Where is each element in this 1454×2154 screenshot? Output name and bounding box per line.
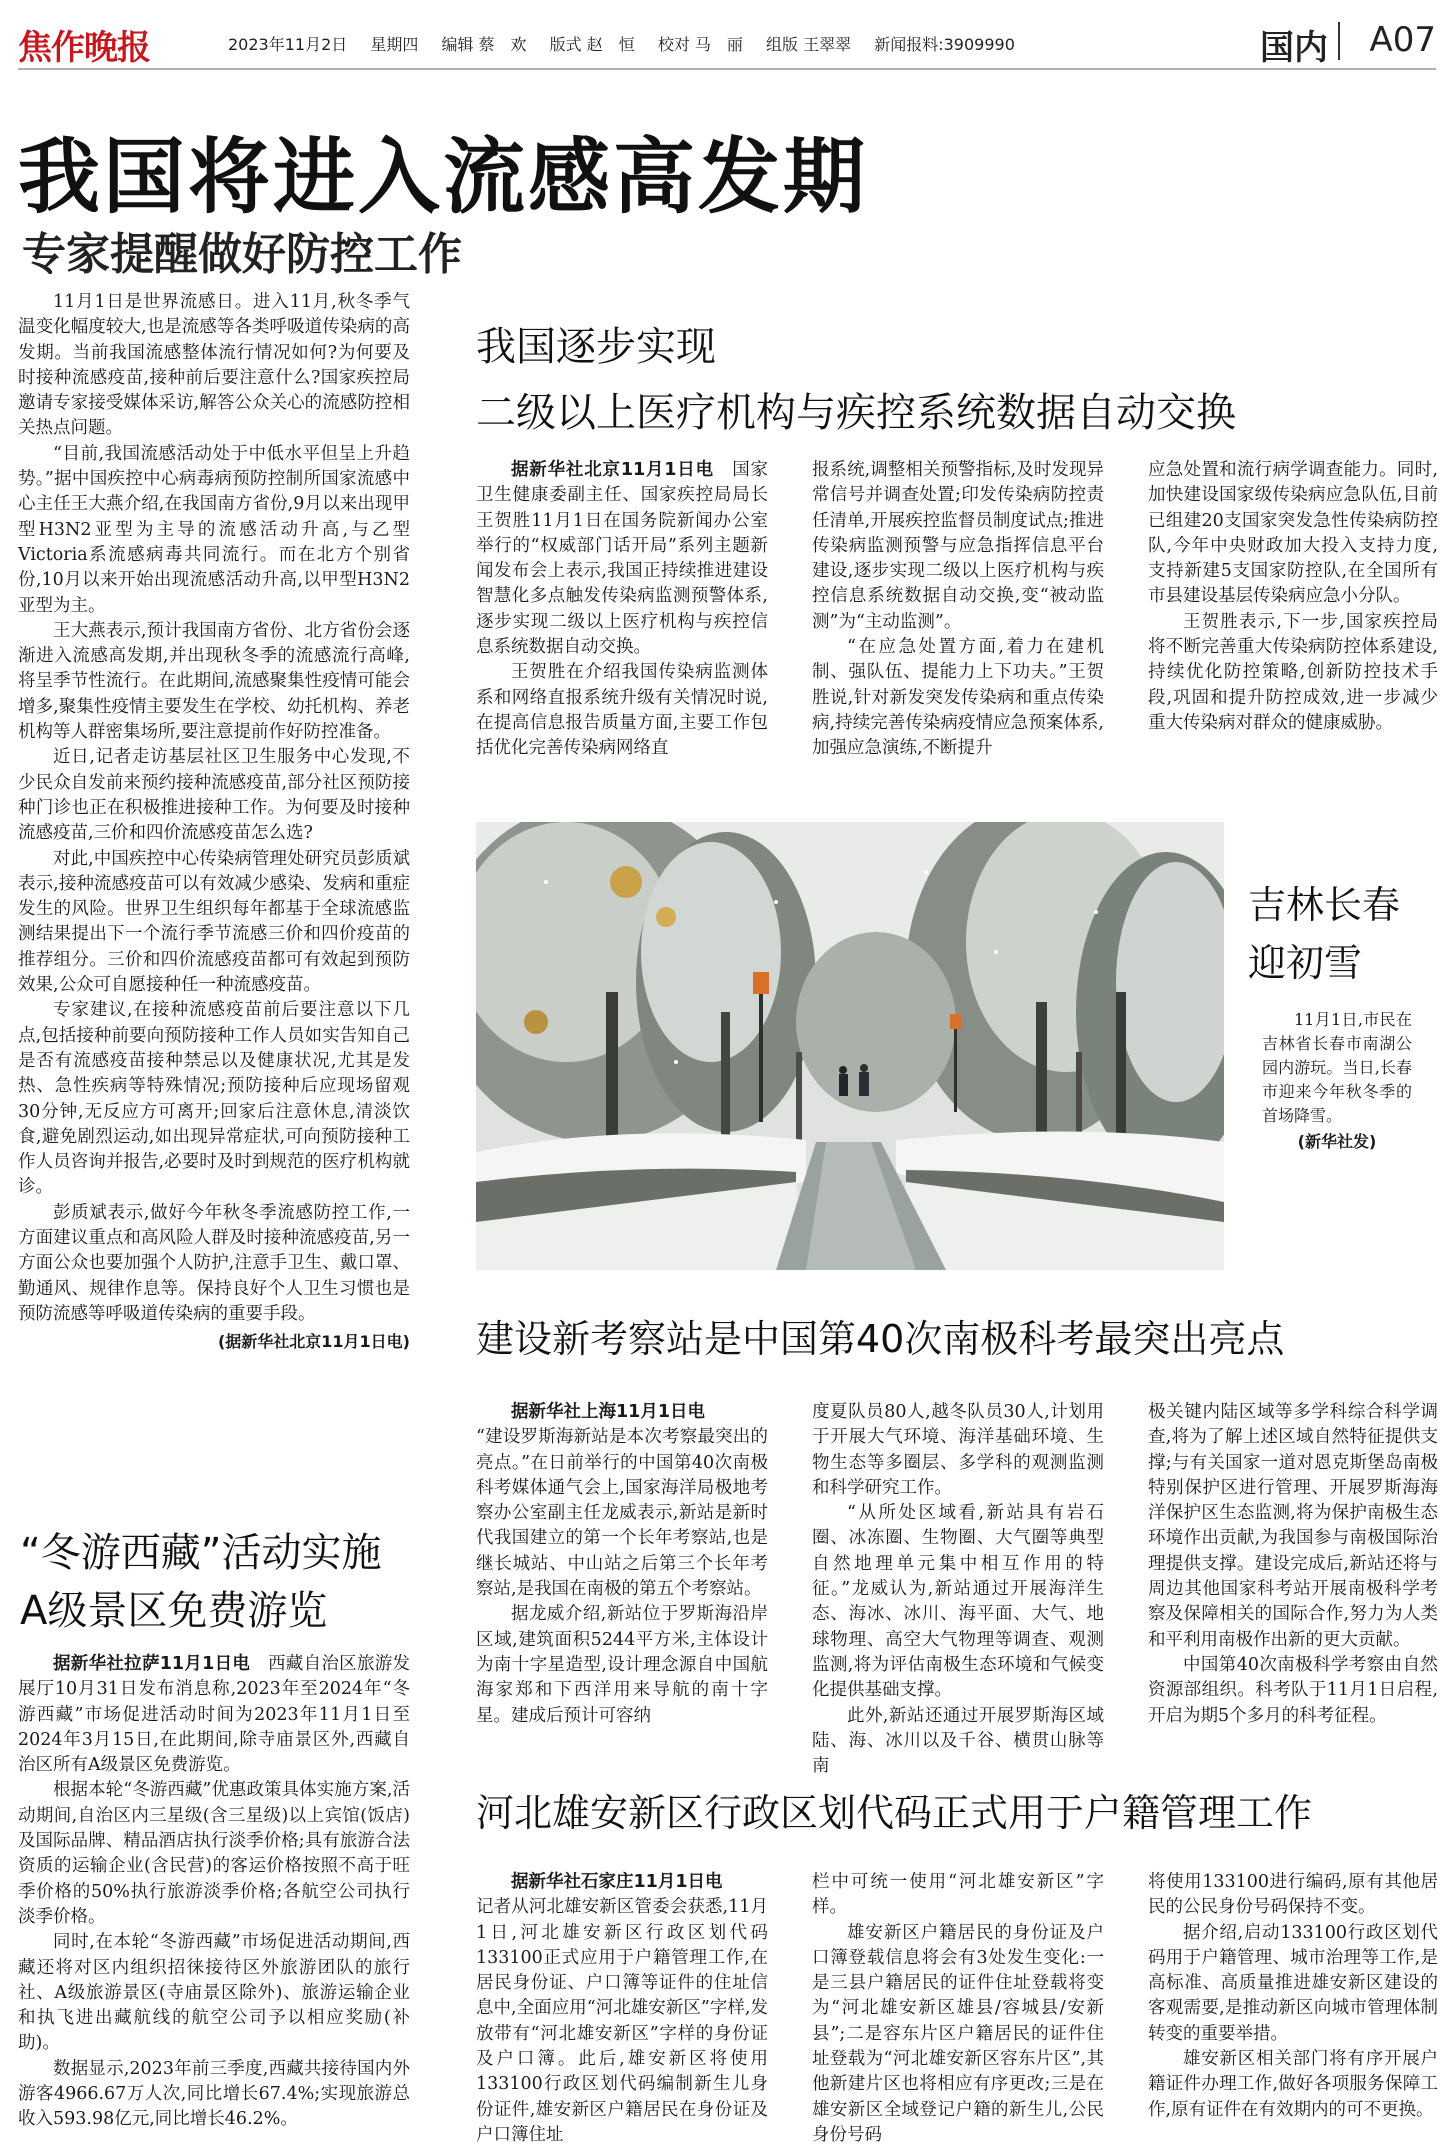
data-exchange-headline [476, 314, 1236, 446]
data-exchange-col-3 [1148, 458, 1438, 736]
article-paragraph: 根据本轮“冬游西藏”优惠政策具体实施方案,活动期间,自治区内三星级(含三星级)以上宾馆(饭店)及国际品牌、精品酒店执行淡季价格;具有旅游合法资质的运输企业(含民营)的客运价格按照不高于旺季价格的50%执行旅游淡季价格;各航空公司执行淡季价格。 [18, 1780, 410, 1927]
article-dateline: 据新华社拉萨11月1日电 [53, 1654, 251, 1674]
masthead [18, 18, 1436, 68]
article-paragraph: 11月1日是世界流感日。进入11月,秋冬季气温变化幅度较大,也是流感等各类呼吸道传染病的高发期。当前我国流感整体流行情况如何?为何要及时接种流感疫苗,接种前后要注意什么?国家疾控局邀请专家接受媒体采访,解答公众关心的流感防控相关热点问题。 [18, 292, 410, 439]
main-subheadline: 专家提醒做好防控工作 [22, 229, 462, 280]
antarctic-headline: 建设新考察站是中国第40次南极科考最突出亮点 [476, 1317, 1285, 1361]
photo-caption-text: 11月1日,市民在吉林省长春市南湖公园内游玩。当日,长春市迎来今年秋冬季的首场降雪。 [1262, 1010, 1412, 1125]
article-paragraph: 王大燕表示,预计我国南方省份、北方省份会逐渐进入流感高发期,并出现秋冬季的流感流行高峰,将呈季节性流行。在此期间,流感聚集性疫情可能会增多,聚集性疫情主要发生在学校、幼托机构、养老机构等人群密集场所,要注意提前作好防控准备。 [18, 620, 410, 743]
xiongan-col-2 [812, 1870, 1104, 2148]
article-paragraph: 极关键内陆区域等多学科综合科学调查,将为了解上述区域自然特征提供支撑;与有关国家一道对恩克斯堡岛南极特别保护区进行管理、开展罗斯海海洋保护区生态监测,将为保护南极生态环境作出贡献,为我国参与南极国际治理提供支撑。建设完成后,新站还将与周边其他国家科考站开展南极科学考察及保障相关的国际合作,努力为人类和平利用南极作出新的更大贡献。 [1148, 1402, 1438, 1650]
proof-credit: 校对 马 丽 [657, 35, 743, 54]
article-paragraph: 此外,新站还通过开展罗斯海区域陆、海、冰川以及千谷、横贯山脉等南 [812, 1705, 1104, 1777]
article-paragraph: “目前,我国流感活动处于中低水平但呈上升趋势。”据中国疾控中心病毒病预防控制所国家流感中心主任王大燕介绍,在我国南方省份,9月以来出现甲型H3N2亚型为主导的流感活动升高,与乙型Victoria系流感病毒共同流行。而在北方个别省份,10月以来开始出现流感活动升高,以甲型H3N2亚型为主。 [18, 443, 410, 616]
data-exchange-headline-line2: 二级以上医疗机构与疾控系统数据自动交换 [476, 390, 1236, 436]
article-paragraph: 记者从河北雄安新区管委会获悉,11月1日,河北雄安新区行政区划代码133100正式应用于户籍管理工作,在居民身份证、户口簿等证件的住址信息中,全面应用“河北雄安新区”字样,发放带有“河北雄安新区”字样的身份证及户口簿。此后,雄安新区将使用133100行政区划代码编制新生儿身份证件,雄安新区户籍居民在身份证及户口簿住址 [476, 1897, 768, 2145]
xizang-headline-line1: “冬游西藏”活动实施 [20, 1530, 382, 1576]
page-number: A07 [1369, 20, 1436, 60]
article-paragraph: 报系统,调整相关预警指标,及时发现异常信号并调查处置;印发传染病防控责任清单,开展疾控监督员制度试点;推进传染病监测预警与应急指挥信息平台建设,逐步实现二级以上医疗机构与疾控信息系统数据自动交换,变“被动监测”为“主动监测”。 [812, 460, 1104, 632]
article-paragraph: “在应急处置方面,着力在建机制、强队伍、提能力上下功夫。”王贺胜说,针对新发突发传染病和重点传染病,持续完善传染病疫情应急预案体系,加强应急演练,不断提升 [812, 637, 1104, 759]
article-paragraph: “从所处区域看,新站具有岩石圈、冰冻圈、生物圈、大气圈等典型自然地理单元集中相互作用的特征。”龙威认为,新站通过开展海洋生态、海冰、冰川、海平面、大气、地球物理、高空大气物理等调查、观测监测,将为评估南极生态环境和气候变化提供基础支撑。 [812, 1503, 1104, 1701]
article-dateline: 据新华社上海11月1日电 [511, 1402, 706, 1422]
flu-article-body [18, 290, 410, 1354]
article-paragraph: 近日,记者走访基层社区卫生服务中心发现,不少民众自发前来预约接种流感疫苗,部分社区预防接种门诊也正在积极推进接种工作。为何要及时接种流感疫苗,三价和四价流感疫苗怎么选? [18, 747, 410, 844]
masthead-rule [18, 68, 1436, 70]
xiongan-col-3 [1148, 1870, 1438, 2123]
article-paragraph: 将使用133100进行编码,原有其他居民的公民身份号码保持不变。 [1148, 1872, 1438, 1918]
photo-source: (新华社发) [1297, 1132, 1377, 1151]
newspaper-logo: 焦作晚报 [18, 28, 150, 68]
photo-headline-line2: 迎初雪 [1248, 941, 1363, 985]
snow-park-illustration [476, 822, 1224, 1270]
group-credit: 组版 王翠翠 [766, 35, 852, 54]
photo-caption [1262, 1008, 1412, 1154]
news-hotline: 新闻报料:3909990 [874, 35, 1015, 54]
article-paragraph: 对此,中国疾控中心传染病管理处研究员彭质斌表示,接种流感疫苗可以有效减少感染、发病和重症发生的风险。世界卫生组织每年都基于全球流感监测结果提出下一个流行季节流感三价和四价疫苗的推荐组分。三价和四价流感疫苗都可有效起到预防效果,公众可自愿接种任一种流感疫苗。 [18, 848, 410, 996]
article-paragraph: “建设罗斯海新站是本次考察最突出的亮点。”在日前举行的中国第40次南极科考媒体通气会上,国家海洋局极地考察办公室副主任龙威表示,新站是新时代我国建立的第一个长年考察站,也是继长城站、中山站之后第三个长年考察站,是我国在南极的第五个考察站。 [476, 1427, 768, 1600]
xizang-article-body [18, 1652, 410, 2133]
article-paragraph: 中国第40次南极科学考察由自然资源部组织。科考队于11月1日启程,开启为期5个多月的科考征程。 [1148, 1654, 1438, 1726]
antarctic-col-2 [812, 1400, 1104, 1779]
layout-credit: 版式 赵 恒 [549, 35, 635, 54]
xiongan-col-1 [476, 1870, 768, 2148]
masthead-info [228, 32, 1033, 55]
article-dateline: 据新华社石家庄11月1日电 [511, 1872, 723, 1892]
section-name: 国内 [1260, 28, 1328, 68]
xizang-headline-line2: A级景区免费游览 [20, 1588, 328, 1634]
article-dateline: 据新华社北京11月1日电 [511, 460, 714, 480]
antarctic-col-3 [1148, 1400, 1438, 1729]
article-paragraph: 王贺胜在介绍我国传染病监测体系和网络直报系统升级有关情况时说,在提高信息报告质量方面,主要工作包括优化完善传染病网络直 [476, 662, 768, 759]
article-paragraph: 栏中可统一使用“河北雄安新区”字样。 [812, 1872, 1104, 1918]
editor-credit: 编辑 蔡 欢 [441, 35, 527, 54]
article-paragraph: 雄安新区户籍居民的身份证及户口簿登载信息将会有3处发生变化:一是三县户籍居民的证件住址登载将变为“河北雄安新区雄县/容城县/安新县”;二是容东片区户籍居民的证件住址登载为“河北雄安新区容东片区”,其他新建片区也将相应有序更改;三是在雄安新区全域登记户籍的新生儿,公民身份号码 [812, 1922, 1104, 2145]
snow-park-photo [476, 822, 1224, 1270]
photo-headline-line1: 吉林长春 [1248, 883, 1401, 927]
article-paragraph: 专家建议,在接种流感疫苗前后要注意以下几点,包括接种前要向预防接种工作人员如实告知自己是否有流感疫苗接种禁忌以及健康状况,尤其是发热、急性疾病等特殊情况;预防接种后应现场留观30分钟,无反应方可离开;回家后注意休息,清淡饮食,避免剧烈运动,如出现异常症状,可向预防接种工作人员咨询并报告,必要时及时到规范的医疗机构就诊。 [18, 1000, 410, 1198]
article-paragraph: 数据显示,2023年前三季度,西藏共接待国内外游客4966.67万人次,同比增长67.4%;实现旅游总收入593.98亿元,同比增长46.2%。 [18, 2058, 410, 2130]
issue-date: 2023年11月2日 [228, 35, 348, 54]
main-headline: 我国将进入流感高发期 [18, 130, 869, 225]
article-paragraph: 王贺胜表示,下一步,国家疾控局将不断完善重大传染病防控体系建设,持续优化防控策略,创新防控技术手段,巩固和提升防控成效,进一步减少重大传染病对群众的健康威胁。 [1148, 611, 1438, 733]
data-exchange-col-1 [476, 458, 768, 762]
article-paragraph: 据龙威介绍,新站位于罗斯海沿岸区域,建筑面积5244平方米,主体设计为南十字星造型,设计理念源自中国航海家郑和下西洋用来导航的南十字星。建成后预计可容纳 [476, 1604, 768, 1726]
article-paragraph: 据介绍,启动133100行政区划代码用于户籍管理、城市治理等工作,是高标准、高质量推进雄安新区建设的客观需要,是推动新区向城市管理体制转变的重要举措。 [1148, 1922, 1438, 2044]
article-paragraph: 国家卫生健康委副主任、国家疾控局局长王贺胜11月1日在国务院新闻办公室举行的“权威部门话开局”系列主题新闻发布会上表示,我国正持续推进建设智慧化多点触发传染病监测预警体系,逐步实现二级以上医疗机构与疾控信息系统数据自动交换。 [476, 460, 769, 658]
article-paragraph: 西藏自治区旅游发展厅10月31日发布消息称,2023年至2024年“冬游西藏”市场促进活动时间为2023年11月1日至2024年3月15日,在此期间,除寺庙景区外,西藏自治区所有A级景区免费游览。 [18, 1654, 411, 1776]
data-exchange-headline-line1: 我国逐步实现 [476, 324, 716, 370]
article-paragraph: 同时,在本轮“冬游西藏”市场促进活动期间,西藏还将对区内组织招徕接待区外旅游团队的旅行社、A级旅游景区(寺庙景区除外)、旅游运输企业和执飞进出藏航线的航空公司予以相应奖励(补助)。 [18, 1932, 410, 2054]
issue-weekday: 星期四 [370, 35, 419, 54]
article-source: (据新华社北京11月1日电) [217, 1332, 410, 1352]
xiongan-headline: 河北雄安新区行政区划代码正式用于户籍管理工作 [476, 1791, 1313, 1835]
article-paragraph: 雄安新区相关部门将有序开展户籍证件办理工作,做好各项服务保障工作,原有证件在有效期内的可不更换。 [1148, 2049, 1438, 2120]
section-divider [1338, 22, 1340, 60]
antarctic-col-1 [476, 1400, 768, 1729]
article-paragraph: 应急处置和流行病学调查能力。同时,加快建设国家级传染病应急队伍,目前已组建20支国家突发急性传染病防控队,今年中央财政加大投入支持力度,支持新建5支国家防控队,在全国所有市县建设基层传染病应急小分队。 [1148, 460, 1438, 607]
xizang-headline [20, 1524, 381, 1640]
data-exchange-col-2 [812, 458, 1104, 762]
article-paragraph: 彭质斌表示,做好今年秋冬季流感防控工作,一方面建议重点和高风险人群及时接种流感疫苗,另一方面公众也要加强个人防护,注意手卫生、戴口罩、勤通风、规律作息等。保持良好个人卫生习惯也是预防流感等呼吸道传染病的重要手段。 [18, 1202, 410, 1324]
photo-headline [1248, 876, 1400, 992]
article-paragraph: 度夏队员80人,越冬队员30人,计划用于开展大气环境、海洋基础环境、生物生态等多圈层、多学科的观测监测和科学研究工作。 [812, 1402, 1104, 1498]
